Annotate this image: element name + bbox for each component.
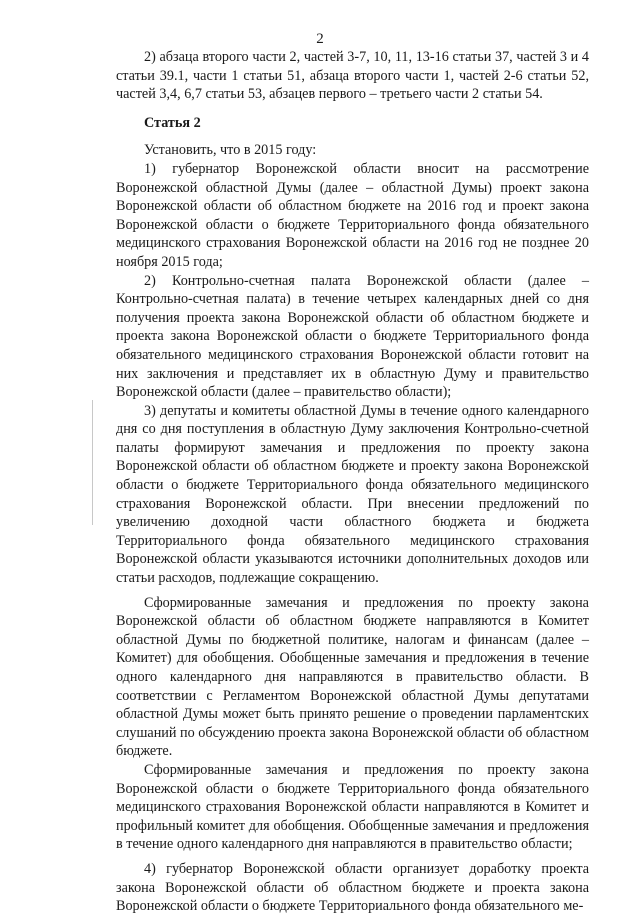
- paragraph-item-3: 3) депутаты и комитеты областной Думы в течение одного календарного дня со дня поступления в областную Думу заключения Контрольно-счетной палаты формируют замечания и предложения по проекту закона Воронежской области об областном бюджете и проекту закона Воронежской области о бюджете Территориального фонда обязательного медицинского страхования Воронежской области. При внесении предложений по увеличению доходной части областного бюджета и бюджета Территориального фонда обязательного медицинского страхования Воронежской области указываются источники дополнительных доходов или статьи расходов, подлежащие сокращению.: [116, 402, 589, 587]
- paragraph-item-2: 2) Контрольно-счетная палата Воронежской области (далее – Контрольно-счетная палата) в течение четырех календарных дней со дня получения проекта закона Воронежской области об областном бюджете и проекта закона Воронежской области о бюджете Территориального фонда обязательного медицинского страхования Воронежской области готовит на них заключения и представляет их в областную Думу и правительство Воронежской области (далее – правительство области);: [116, 272, 589, 401]
- document-body: [116, 48, 589, 916]
- article-heading: Статья 2: [144, 114, 201, 131]
- paragraph-item-1: 1) губернатор Воронежской области вносит на рассмотрение Воронежской областной Думы (далее – областной Думы) проект закона Воронежской области об областном бюджете на 2016 год и проект закона Воронежской области о бюджете Территориального фонда обязательного медицинского страхования Воронежской области на 2016 год не позднее 20 ноября 2015 года;: [116, 160, 589, 270]
- paragraph-proposals-budget: Сформированные замечания и предложения по проекту закона Воронежской области об областном бюджете направляются в Комитет областной Думы по бюджетной политике, налогам и финансам (далее – Комитет) для обобщения. Обобщенные замечания и предложения в течение одного календарного дня направляются в правительство области. В соответствии с Регламентом Воронежской областной Думы депутатами областной Думы может быть принято решение о проведении парламентских слушаний по обсуждению проекта закона Воронежской области об областном бюджете.: [116, 594, 589, 760]
- paragraph-item-2-list: 2) абзаца второго части 2, частей 3-7, 10, 11, 13-16 статьи 37, частей 3 и 4 статьи 39.1, части 1 статьи 51, абзаца второго части 1, частей 2-6 статьи 52, частей 3,4, 6,7 статьи 53, абзацев первого – третьего части 2 статьи 54.: [116, 49, 589, 103]
- paragraph-intro: Установить, что в 2015 году:: [144, 142, 317, 159]
- paragraph-proposals-fund: Сформированные замечания и предложения по проекту закона Воронежской области о бюджете Территориального фонда обязательного медицинского страхования Воронежской области направляются в Комитет и профильный комитет для обобщения. Обобщенные замечания и предложения в течение одного календарного дня направляются в правительство области;: [116, 761, 589, 853]
- paragraph-item-4: 4) губернатор Воронежской области организует доработку проекта закона Воронежской области об областном бюджете и проекта закона Воронежской области о бюджете Территориального фонда обязательного ме-: [116, 860, 589, 915]
- page-number: 2: [316, 31, 324, 47]
- scan-artifact-line: [92, 400, 93, 525]
